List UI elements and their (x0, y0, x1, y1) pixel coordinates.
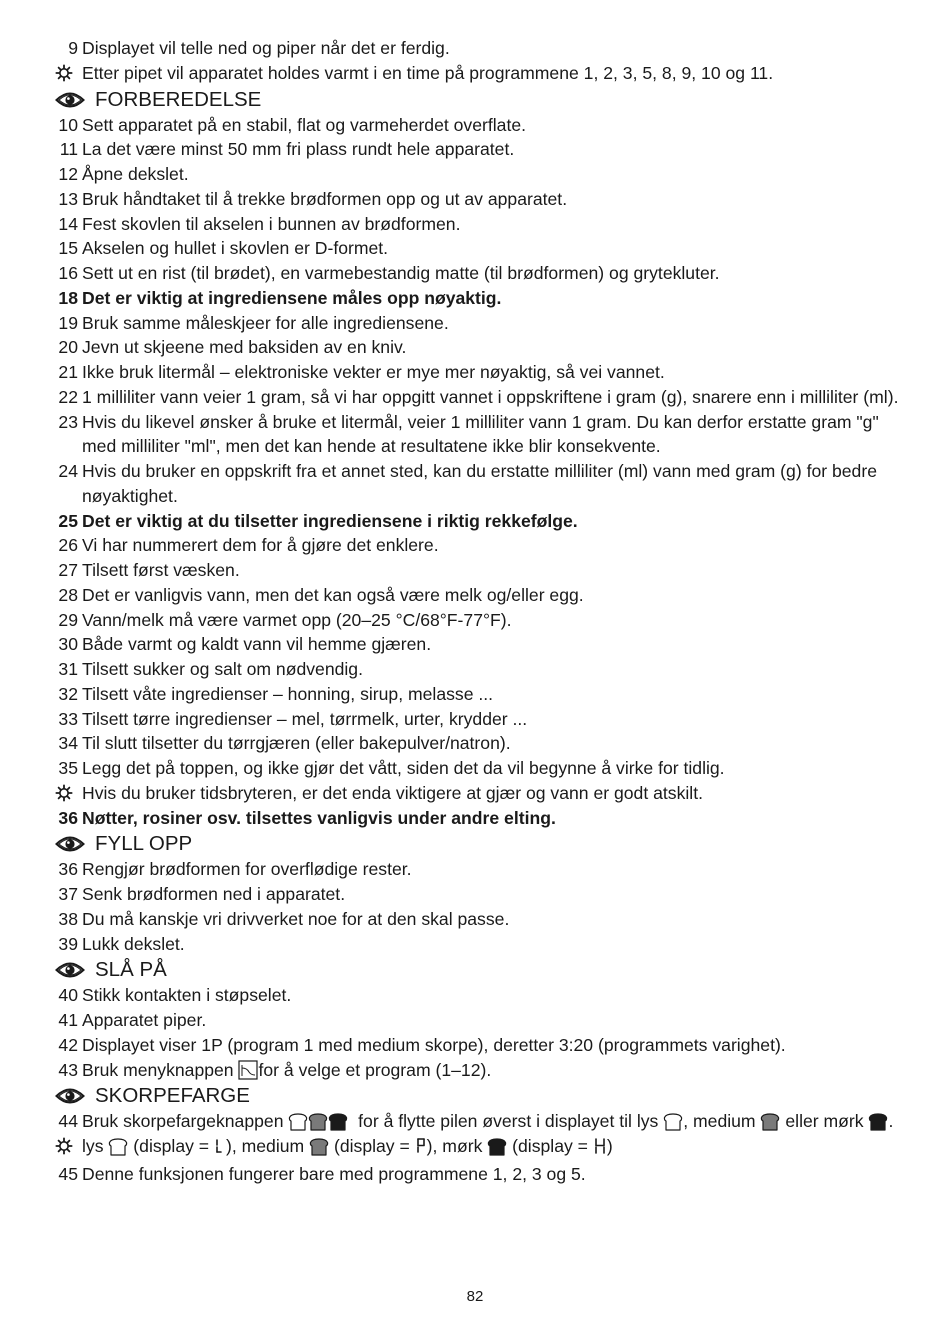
item-text: Til slutt tilsetter du tørrgjæren (eller bakepulver/natron). (82, 733, 511, 754)
item-text: (display = (333, 1136, 415, 1156)
list-item (0, 162, 950, 187)
item-text: Nøtter, rosiner osv. tilsettes vanligvis under andre elting. (82, 807, 556, 828)
item-text: Bruk håndtaket til å trekke brødformen opp og ut av apparatet. (82, 188, 568, 209)
list-item (0, 509, 950, 534)
item-text: Ikke bruk litermål – elektroniske vekter er mye mer nøyaktig, så vei vannet. (82, 362, 665, 382)
item-text: Jevn ut skjeene med baksiden av en kniv. (82, 337, 407, 358)
item-number: 25 (58, 510, 78, 531)
list-item (0, 583, 950, 608)
list-item (0, 533, 950, 558)
list-item (0, 1162, 950, 1187)
item-number: 41 (58, 1010, 78, 1030)
list-item (0, 36, 950, 61)
section-heading (0, 86, 950, 113)
section-heading-text: FORBEREDELSE (95, 87, 262, 111)
item-text: Apparatet piper. (82, 1010, 207, 1030)
item-number: 12 (58, 164, 78, 184)
section-heading (0, 830, 950, 857)
item-text: Tilsett først væsken. (82, 560, 240, 580)
item-number: 39 (58, 933, 78, 954)
bread-dark-icon (868, 1113, 888, 1131)
item-text: Legg det på toppen, og ikke gjør det vått, siden det da vil begynne å virke for tidlig. (82, 758, 725, 778)
bread-light-icon (108, 1138, 128, 1156)
bread-medium-icon (309, 1138, 329, 1156)
section-heading-text: SKORPEFARGE (95, 1084, 250, 1108)
section-heading (0, 1082, 950, 1109)
item-text: Akselen og hullet i skovlen er D-formet. (82, 238, 389, 259)
item-number: 32 (58, 683, 78, 704)
list-item (0, 113, 950, 138)
list-item (0, 1109, 950, 1134)
list-item (0, 212, 950, 237)
list-item (0, 806, 950, 831)
item-number: 38 (58, 908, 78, 929)
item-text: Fest skovlen til akselen i bunnen av brødformen. (82, 213, 461, 234)
item-text: Det er vanligvis vann, men det kan også være melk og/eller egg. (82, 584, 584, 605)
item-text: Det er viktig at du tilsetter ingrediensene i riktig rekkefølge. (82, 510, 578, 531)
item-text: 1 milliliter vann veier 1 gram, så vi har oppgitt vannet i oppskriftene i gram (g), snarere enn i milliliter (ml). (82, 386, 899, 407)
item-number: 24 (58, 461, 78, 481)
list-item (0, 187, 950, 212)
item-text: Det er viktig at ingrediensene måles opp nøyaktig. (82, 287, 502, 308)
bread-dark-icon (328, 1113, 348, 1131)
item-number: 31 (58, 659, 78, 679)
item-text: Både varmt og kaldt vann vil hemme gjæren. (82, 634, 432, 655)
item-number: 37 (58, 884, 78, 904)
sun-icon (55, 1134, 77, 1159)
item-number: 21 (58, 362, 78, 382)
item-number: 45 (58, 1163, 78, 1184)
display-segment-light-icon (214, 1137, 226, 1162)
list-item (0, 558, 950, 583)
document-body (0, 36, 950, 1187)
item-text: Stikk kontakten i støpselet. (82, 985, 292, 1006)
list-item (0, 781, 950, 806)
item-text: , medium (683, 1111, 756, 1132)
display-segment-medium-icon (415, 1137, 427, 1162)
item-text: Tilsett tørre ingredienser – mel, tørrmelk, urter, krydder ... (82, 708, 528, 729)
item-text: Hvis du bruker tidsbryteren, er det enda viktigere at gjær og vann er godt atskilt. (82, 782, 703, 803)
item-text: Sett ut en rist (til brødet), en varmebestandig matte (til brødformen) og grytekluter. (82, 263, 720, 283)
item-number: 35 (58, 758, 78, 778)
item-number: 23 (58, 411, 78, 432)
item-number: 42 (58, 1034, 78, 1055)
list-item (0, 932, 950, 957)
list-item (0, 1033, 950, 1058)
list-item (0, 137, 950, 162)
item-text: (display = (512, 1136, 593, 1156)
list-item (0, 261, 950, 286)
bread-medium-icon (308, 1113, 328, 1131)
list-item (0, 608, 950, 633)
display-segment-dark-icon (593, 1137, 607, 1162)
item-text: La det være minst 50 mm fri plass rundt hele apparatet. (82, 139, 515, 160)
list-item (0, 286, 950, 311)
list-item (0, 385, 950, 410)
item-number: 40 (58, 985, 78, 1006)
item-text: Bruk menyknappen (82, 1059, 234, 1080)
item-text: ) (606, 1136, 613, 1156)
item-number: 36 (58, 807, 78, 828)
list-item (0, 1008, 950, 1033)
list-item (0, 756, 950, 781)
item-text: Tilsett våte ingredienser – honning, sirup, melasse ... (82, 683, 494, 704)
item-number: 26 (58, 535, 78, 556)
bread-light-icon (288, 1113, 308, 1131)
item-text: Bruk samme måleskjeer for alle ingrediensene. (82, 312, 449, 333)
item-text: Vann/melk må være varmet opp (20–25 °C/68°F-77°F). (82, 609, 512, 630)
list-item (0, 857, 950, 882)
item-text: Etter pipet vil apparatet holdes varmt i en time på programmene 1, 2, 3, 5, 8, 9, 10 og 11. (82, 62, 774, 83)
item-text: for å velge et program (1–12). (258, 1059, 492, 1080)
item-text: Du må kanskje vri drivverket noe for at den skal passe. (82, 908, 510, 929)
item-number: 11 (59, 139, 78, 160)
list-item (0, 311, 950, 336)
list-item (0, 707, 950, 732)
list-item (0, 236, 950, 261)
item-text: Hvis du likevel ønsker å bruke et litermål, veier 1 milliliter vann 1 gram. Du kan derfor erstatte gram "g" med milliliter "ml", men det kan hende at resultatene ikke blir konsekvente. (82, 411, 879, 457)
item-text: Hvis du bruker en oppskrift fra et annet sted, kan du erstatte milliliter (ml) vann med gram (g) for bedre nøyaktighet. (82, 461, 877, 506)
item-number: 28 (58, 584, 78, 605)
item-text: ), medium (225, 1136, 305, 1156)
item-number: 15 (58, 238, 78, 259)
bread-dark-icon (487, 1138, 507, 1156)
item-text: Vi har nummerert dem for å gjøre det enklere. (82, 535, 439, 556)
item-text: . (888, 1111, 894, 1132)
item-number: 36 (58, 859, 78, 880)
item-text: Sett apparatet på en stabil, flat og varmeherdet overflate. (82, 114, 527, 135)
item-number: 13 (58, 188, 78, 209)
item-number: 29 (58, 609, 78, 630)
item-text: Lukk dekslet. (82, 933, 185, 954)
list-item (0, 907, 950, 932)
sun-icon (55, 781, 77, 806)
list-item (0, 731, 950, 756)
item-number: 33 (58, 708, 78, 729)
list-item (0, 410, 950, 460)
item-text: Åpne dekslet. (82, 164, 189, 184)
item-number: 34 (58, 733, 78, 754)
item-text: Senk brødformen ned i apparatet. (82, 884, 346, 904)
list-item (0, 335, 950, 360)
item-number: 14 (58, 213, 78, 234)
sun-icon (55, 61, 77, 86)
item-text: Displayet viser 1P (program 1 med medium skorpe), deretter 3:20 (programmets varighet). (82, 1034, 786, 1055)
item-text: Denne funksjonen fungerer bare med programmene 1, 2, 3 og 5. (82, 1163, 586, 1184)
list-item (0, 882, 950, 907)
item-number: 9 (68, 38, 78, 58)
bread-medium-icon (760, 1113, 780, 1131)
item-number: 22 (58, 386, 78, 407)
item-text: (display = (133, 1136, 214, 1156)
list-item (0, 1058, 950, 1083)
menu-button-icon (238, 1060, 258, 1080)
item-number: 16 (58, 263, 78, 283)
list-item (0, 459, 950, 509)
list-item (0, 682, 950, 707)
item-text: eller mørk (785, 1111, 864, 1132)
list-item (0, 983, 950, 1008)
item-text: Rengjør brødformen for overflødige rester. (82, 859, 412, 880)
item-number: 10 (58, 114, 78, 135)
section-heading (0, 956, 950, 983)
section-heading-text: SLÅ PÅ (95, 958, 167, 982)
list-item (0, 657, 950, 682)
item-number: 19 (58, 312, 78, 333)
list-item (0, 61, 950, 86)
bread-light-icon (663, 1113, 683, 1131)
item-text: ), mørk (426, 1136, 483, 1156)
item-number: 43 (58, 1059, 78, 1080)
item-text: Displayet vil telle ned og piper når det er ferdig. (82, 38, 450, 58)
item-text: lys (82, 1136, 104, 1156)
item-text: Tilsett sukker og salt om nødvendig. (82, 659, 363, 679)
list-item (0, 632, 950, 657)
item-number: 18 (58, 287, 78, 308)
item-number: 30 (58, 634, 78, 655)
list-item (0, 360, 950, 385)
list-item (0, 1134, 950, 1162)
section-heading-text: FYLL OPP (95, 832, 193, 856)
item-number: 20 (58, 337, 78, 358)
item-text: Bruk skorpefargeknappen (82, 1111, 284, 1132)
page-number: 82 (466, 1288, 484, 1305)
item-number: 44 (58, 1111, 78, 1132)
item-number: 27 (58, 560, 78, 580)
item-text: for å flytte pilen øverst i displayet til lys (358, 1111, 659, 1132)
